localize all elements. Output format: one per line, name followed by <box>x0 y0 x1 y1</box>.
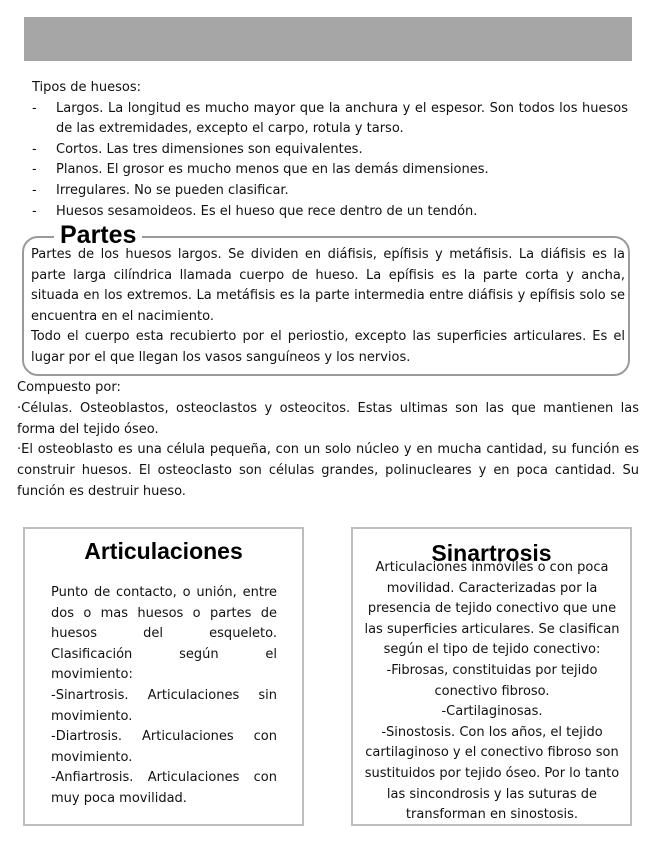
articulaciones-paragraph: Clasificación según el movimiento: <box>51 646 277 683</box>
bone-types-heading: Tipos de huesos: <box>32 80 142 95</box>
partes-title: Partes <box>54 220 142 250</box>
bullet-dash: - <box>32 141 37 157</box>
list-item-text: Planos. El grosor es mucho menos que en las demás dimensiones. <box>56 162 489 178</box>
articulaciones-paragraph: -Anfiartrosis. Articulaciones con muy poca movilidad. <box>51 770 277 806</box>
bullet-dash: - <box>32 182 37 198</box>
articulaciones-text <box>51 583 277 810</box>
sinartrosis-paragraph: -Cartilaginosas. <box>441 704 543 720</box>
list-item-text: Huesos sesamoideos. Es el hueso que rece dentro de un tendón. <box>56 203 478 219</box>
sinartrosis-box <box>351 527 632 826</box>
list-item-text: Irregulares. No se pueden clasificar. <box>56 182 289 198</box>
list-item <box>32 99 628 140</box>
compuesto-section <box>17 378 639 503</box>
bone-types-section <box>32 78 628 222</box>
list-item-text: Largos. La longitud es mucho mayor que la anchura y el espesor. Son todos los huesos de las extremidades, excepto el carpo, rotula y tarso. <box>56 100 628 137</box>
articulaciones-box <box>23 527 304 826</box>
compuesto-paragraph: ·Células. Osteoblastos, osteoclastos y osteocitos. Estas ultimas son las que mantienen las forma del tejido óseo. <box>17 400 639 437</box>
partes-paragraph: Todo el cuerpo esta recubierto por el periostio, excepto las superficies articulares. Es el lugar por el que llegan los vasos sanguíneos y los nervios. <box>31 329 625 365</box>
partes-paragraph: Partes de los huesos largos. Se dividen en diáfisis, epífisis y metáfisis. La diáfisis es la parte larga cilíndrica llamada cuerpo de hueso. La epífisis es la parte corta y ancha, situada en los extremos. La metáfisis es la parte intermedia entre diáfisis y epífisis solo se encuentra en el nacimiento. <box>31 247 625 324</box>
articulaciones-paragraph: Punto de contacto, o unión, entre dos o mas huesos o partes de huesos del esqueleto. <box>51 585 277 642</box>
compuesto-paragraph: ·El osteoblasto es una célula pequeña, con un solo núcleo y en mucha cantidad, su función es construir huesos. El osteoclasto son células grandes, polinucleares y en poca cantidad. Su función es destruir hueso. <box>17 442 639 499</box>
sinartrosis-paragraph: Articulaciones inmóviles o con poca movilidad. Caracterizadas por la presencia de tejido conectivo que une las superficies articulares. Se clasifican según el tipo de tejido conectivo: <box>364 560 620 658</box>
list-item-text: Cortos. Las tres dimensiones son equivalentes. <box>56 141 363 157</box>
bullet-dash: - <box>32 162 37 178</box>
bone-types-list <box>32 99 628 223</box>
sinartrosis-text <box>359 558 625 826</box>
header-bar <box>24 17 632 61</box>
list-item <box>32 140 628 161</box>
articulaciones-title: Articulaciones <box>84 538 243 564</box>
sinartrosis-paragraph: -Fibrosas, constituidas por tejido conectivo fibroso. <box>386 662 598 699</box>
partes-text <box>31 245 625 369</box>
sinartrosis-paragraph: -Sinostosis. Con los años, el tejido cartilaginoso y el conectivo fibroso son sustituidos por tejido óseo. Por lo tanto las sincondrosis y las suturas de transforman en sinostosis. <box>364 724 620 823</box>
articulaciones-paragraph: -Sinartrosis. Articulaciones sin movimiento. <box>51 687 277 724</box>
compuesto-heading: Compuesto por: <box>17 380 121 395</box>
sinartrosis-title: Sinartrosis <box>431 540 552 566</box>
list-item <box>32 181 628 202</box>
list-item <box>32 160 628 181</box>
articulaciones-paragraph: -Diartrosis. Articulaciones con movimiento. <box>51 729 277 765</box>
bullet-dash: - <box>32 203 37 219</box>
bullet-dash: - <box>32 100 37 116</box>
